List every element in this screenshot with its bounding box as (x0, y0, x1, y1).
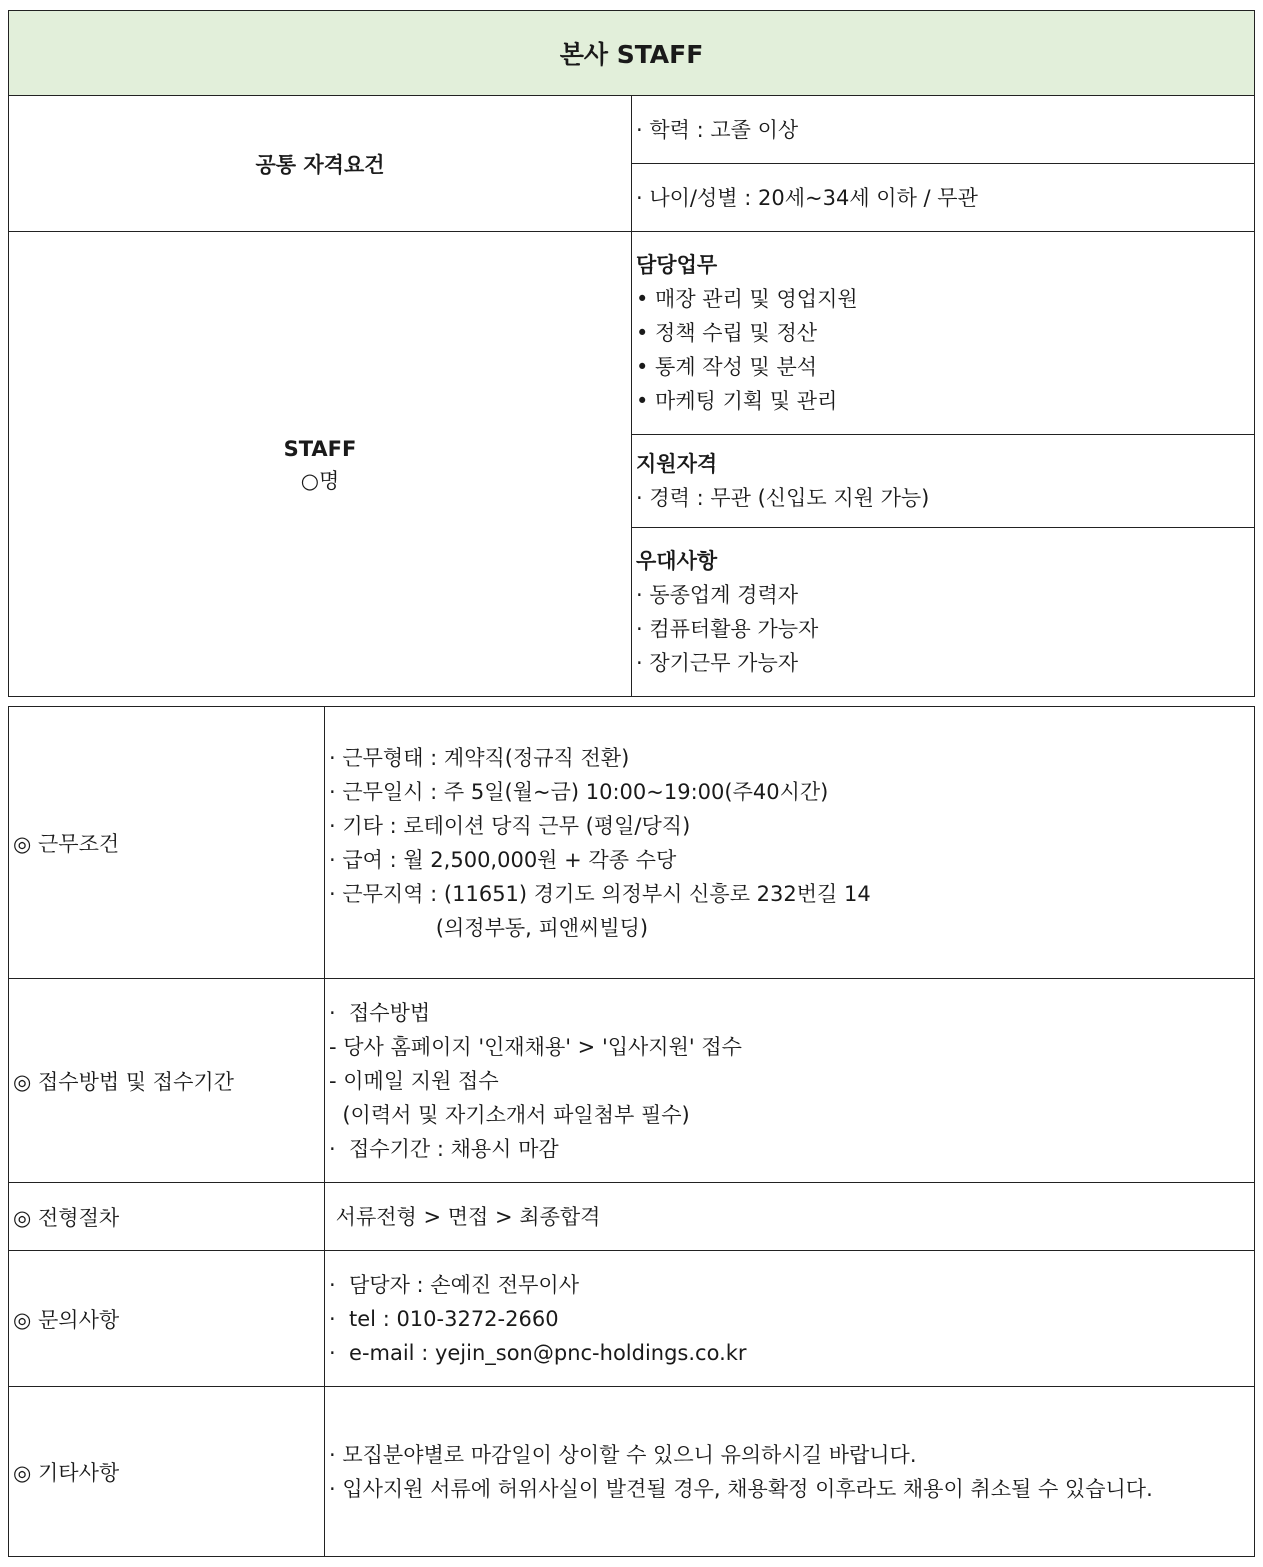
application-label: ◎ 접수방법 및 접수기간 (9, 979, 325, 1183)
staff-label-cell (9, 232, 632, 697)
list-item: - 이메일 지원 접수 (329, 1068, 499, 1093)
list-item: · 근무일시 : 주 5일(월~금) 10:00~19:00(주40시간) (329, 779, 829, 804)
staff-label: STAFF (283, 437, 357, 461)
etc-label: ◎ 기타사항 (9, 1387, 325, 1557)
list-item: (의정부동, 피앤씨빌딩) (329, 915, 649, 940)
list-item: · e-mail : yejin_son@pnc-holdings.co.kr (329, 1340, 747, 1365)
duties-heading: 담당업무 (636, 253, 718, 277)
list-item: (이력서 및 자기소개서 파일첨부 필수) (329, 1102, 690, 1127)
list-item: · 컴퓨터활용 가능자 (636, 617, 819, 641)
list-item: · 경력 : 무관 (신입도 지원 가능) (636, 486, 930, 510)
qualification-section (632, 435, 1255, 528)
list-item: · 접수기간 : 채용시 마감 (329, 1136, 559, 1161)
details-table (8, 706, 1255, 1557)
duties-section (632, 232, 1255, 435)
list-item: · 급여 : 월 2,500,000원 + 각종 수당 (329, 847, 677, 872)
list-item: · 기타 : 로테이션 당직 근무 (평일/당직) (329, 813, 691, 838)
list-item: · 근무지역 : (11651) 경기도 의정부시 신흥로 232번길 14 (329, 881, 871, 906)
common-requirements-label: 공통 자격요건 (9, 96, 632, 232)
list-item: · tel : 010-3272-2660 (329, 1306, 559, 1331)
list-item: · 모집분야별로 마감일이 상이할 수 있으니 유의하시길 바랍니다. (329, 1442, 917, 1467)
list-item: · 담당자 : 손예진 전무이사 (329, 1272, 579, 1297)
process-label: ◎ 전형절차 (9, 1183, 325, 1251)
age-gender-text: · 나이/성별 : 20세~34세 이하 / 무관 (636, 185, 978, 210)
application-section (325, 979, 1255, 1183)
etc-section (325, 1387, 1255, 1557)
position-table (8, 10, 1255, 697)
list-item: • 정책 수립 및 정산 (636, 321, 818, 345)
list-item: • 매장 관리 및 영업지원 (636, 287, 858, 311)
list-item: · 동종업계 경력자 (636, 583, 799, 607)
list-item: · 근무형태 : 계약직(정규직 전환) (329, 745, 630, 770)
preferred-heading: 우대사항 (636, 549, 718, 573)
conditions-label: ◎ 근무조건 (9, 707, 325, 979)
process-text: 서류전형 > 면접 > 최종합격 (329, 1204, 601, 1229)
education-text: · 학력 : 고졸 이상 (636, 117, 799, 142)
inquiry-section (325, 1251, 1255, 1387)
list-item: · 접수방법 (329, 1000, 431, 1025)
age-gender-requirement (632, 164, 1255, 232)
qualification-heading: 지원자격 (636, 452, 718, 476)
staff-count: ○명 (300, 469, 340, 493)
list-item: · 입사지원 서류에 허위사실이 발견될 경우, 채용확정 이후라도 채용이 취소될 수 있습니다. (329, 1476, 1153, 1501)
education-requirement (632, 96, 1255, 164)
list-item: · 장기근무 가능자 (636, 651, 799, 675)
list-item: - 당사 홈페이지 '인재채용' > '입사지원' 접수 (329, 1034, 742, 1059)
conditions-section (325, 707, 1255, 979)
process-section (325, 1183, 1255, 1251)
inquiry-label: ◎ 문의사항 (9, 1251, 325, 1387)
page-title: 본사 STAFF (9, 11, 1255, 96)
preferred-section (632, 528, 1255, 697)
list-item: • 마케팅 기획 및 관리 (636, 389, 838, 413)
list-item: • 통계 작성 및 분석 (636, 355, 818, 379)
